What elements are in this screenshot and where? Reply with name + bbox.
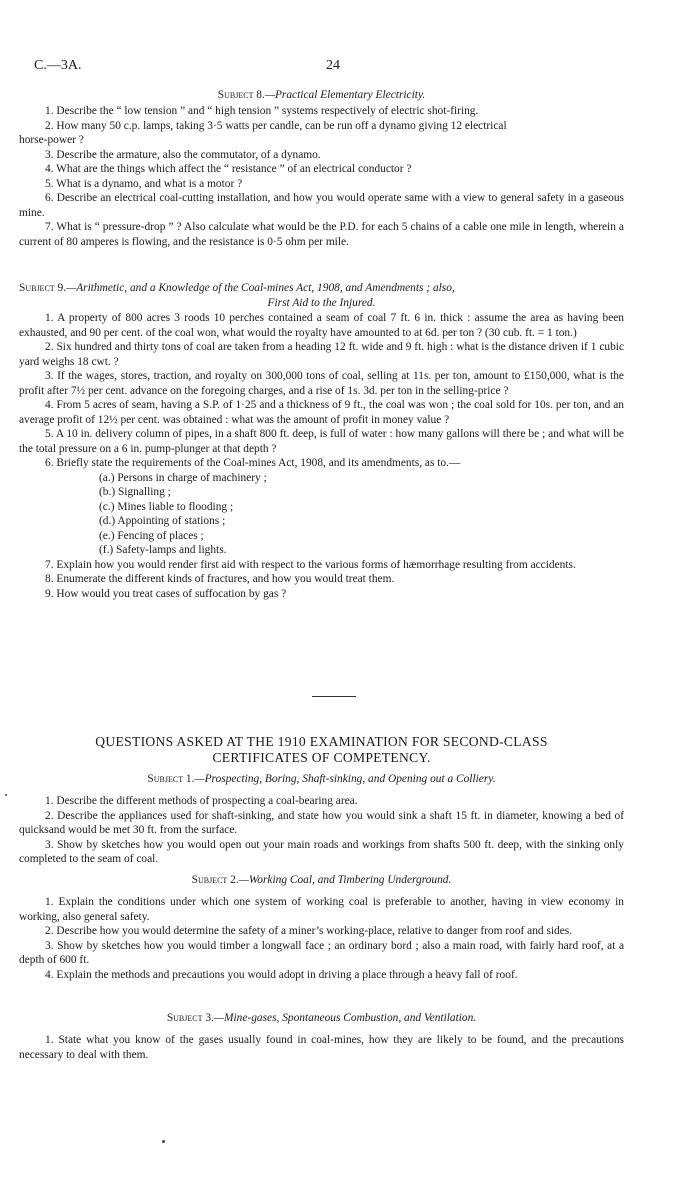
subject-title: —Mine-gases, Spontaneous Combustion, and Ventilation.	[213, 1012, 477, 1024]
subject-title: —Prospecting, Boring, Shaft-sinking, and Opening out a Colliery.	[194, 773, 496, 785]
question: 3. Show by sketches how you would timber a longwall face ; an ordinary bord ; also a main road, with fairly hard roof, at a depth of 600 ft.	[19, 939, 624, 966]
subject-label: Subject 1.	[147, 773, 195, 785]
sub-item: (c.) Mines liable to flooding ;	[99, 500, 234, 513]
section-divider	[312, 696, 356, 697]
question: 1. A property of 800 acres 3 roods 10 perches contained a seam of coal 7 ft. 6 in. thick : assume the area as having been exhausted, and 90 per cent. of the coal won, what would the royalty have amounted to at 6d. per ton ? (30 cub. ft. = 1 ton.)	[19, 312, 624, 339]
sub-item: (b.) Signalling ;	[99, 486, 171, 498]
question: 3. Describe the armature, also the commutator, of a dynamo.	[45, 148, 321, 161]
question: 2. Describe the appliances used for shaft-sinking, and state how you would sink a shaft 15 ft. in diameter, knowing a bed of quicksand would be met 30 ft. from the surface.	[19, 809, 624, 836]
subject-9-heading	[19, 281, 624, 310]
question: 1. State what you know of the gases usually found in coal-mines, how they are likely to be found, and the precautions necessary to deal with them.	[19, 1034, 624, 1061]
question: 1. Describe the different methods of prospecting a coal-bearing area.	[45, 795, 358, 807]
question: 5. What is a dynamo, and what is a motor ?	[45, 177, 243, 190]
subject-label: Subject 3.	[166, 1012, 214, 1024]
subject-label: Subject 2.	[191, 874, 239, 886]
sub-item: (d.) Appointing of stations ;	[99, 515, 226, 527]
question: 2. How many 50 c.p. lamps, taking 3·5 watts per candle, can be run off a dynamo giving 12 electrical	[45, 119, 507, 132]
question: 7. What is “ pressure-drop ” ? Also calculate what would be the P.D. for each 5 chains of a cable one mile in length, wherein a current of 80 amperes is flowing, and the resistance is 0·5 ohm per mile.	[19, 221, 624, 248]
question: 6. Briefly state the requirements of the Coal-mines Act, 1908, and its amendments, as to.—	[45, 457, 461, 469]
subject-label: Subject 8.	[217, 89, 265, 101]
question: 3. If the wages, stores, traction, and royalty on 300,000 tons of coal, selling at 11s. per ton, amount to £150,000, what is the profit after 7½ per cent. advance on the foregoing charges, and a rise of 1s. 3d. per ton in the selling-price ?	[19, 370, 624, 397]
scan-speck	[5, 794, 7, 796]
subject-title: —Working Coal, and Timbering Underground.	[238, 874, 452, 886]
question: 4. Explain the methods and precautions you would adopt in driving a place through a heavy fall of roof.	[45, 968, 518, 981]
sub-item: (a.) Persons in charge of machinery ;	[99, 471, 267, 484]
subject-title: —Practical Elementary Electricity.	[264, 89, 426, 101]
section-heading-line1: QUESTIONS ASKED AT THE 1910 EXAMINATION FOR SECOND-CLASS	[95, 734, 548, 749]
subject-9-questions	[19, 311, 624, 601]
subject-8-heading	[19, 88, 624, 103]
question-continuation: horse-power ?	[19, 134, 84, 146]
question: 6. Describe an electrical coal-cutting installation, and how you would operate same with a view to general safety in a gaseous mine.	[19, 192, 624, 219]
subject-title: —Arithmetic, and a Knowledge of the Coal-mines Act, 1908, and Amendments ; also,	[66, 282, 455, 294]
question: 5. A 10 in. delivery column of pipes, in a shaft 800 ft. deep, is full of water : how many gallons will there be ; and what will be the total pressure on a 6 in. pump-plunger at that depth ?	[19, 428, 624, 455]
subject-label: Subject 9.	[19, 282, 67, 294]
question: 4. From 5 acres of seam, having a S.P. of 1·25 and a thickness of 9 ft., the coal was won ; the coal sold for 10s. per ton, and an average profit of 12½ per cent. was obtained : what was the amount of profit in money value ?	[19, 399, 624, 426]
subject-1-questions	[19, 794, 624, 867]
question: 2. Describe how you would determine the safety of a miner’s working-place, relative to danger from roof and sides.	[45, 925, 573, 937]
subject-3-heading	[19, 1011, 624, 1026]
question: 4. What are the things which affect the “ resistance ” of an electrical conductor ?	[45, 163, 412, 175]
question: 8. Enumerate the different kinds of fractures, and how you would treat them.	[45, 573, 395, 585]
question: 3. Show by sketches how you would open out your main roads and workings from shafts 500 ft. deep, with the sinking only completed to the seam of coal.	[19, 838, 624, 865]
subject-2-heading	[19, 873, 624, 888]
scan-speck	[162, 1140, 165, 1143]
question: 7. Explain how you would render first aid with respect to the various forms of hæmorrhage resulting from accidents.	[45, 558, 576, 571]
question: 9. How would you treat cases of suffocation by gas ?	[45, 587, 287, 600]
question: 1. Describe the “ low tension ” and “ high tension ” systems respectively of electric shot-firing.	[45, 105, 479, 117]
section-heading-line2: CERTIFICATES OF COMPETENCY.	[212, 750, 431, 765]
question: 2. Six hundred and thirty tons of coal are taken from a heading 12 ft. wide and 9 ft. high : what is the distance driven if 1 cubic yard weighs 18 cwt. ?	[19, 341, 624, 368]
page-number: 24	[326, 58, 340, 73]
sub-item: (f.) Safety-lamps and lights.	[99, 544, 227, 556]
subject-3-questions	[19, 1033, 624, 1062]
question: 1. Explain the conditions under which one system of working coal is preferable to another, having in view economy in working, also general safety.	[19, 896, 624, 923]
document-reference: C.—3A.	[34, 58, 82, 73]
sub-item: (e.) Fencing of places ;	[99, 529, 204, 542]
subject-1-heading	[19, 772, 624, 787]
subject-2-questions	[19, 895, 624, 982]
section-heading	[19, 734, 624, 766]
subject-title-line2: First Aid to the Injured.	[267, 296, 376, 309]
subject-8-questions	[19, 104, 624, 249]
